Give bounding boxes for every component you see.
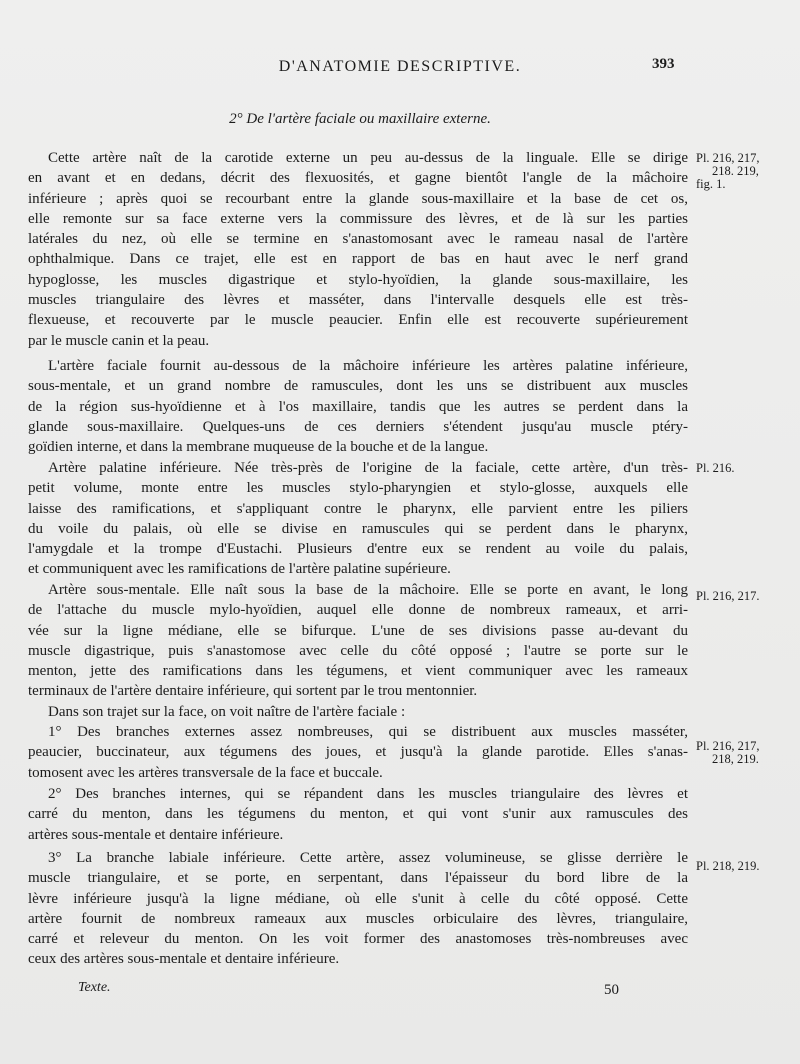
text-line: menton, jette des ramifications dans les tégumens, et vient communiquer avec les rameaux	[28, 663, 688, 680]
signature-mark: 50	[604, 982, 619, 998]
text-line: artères sous-mentale et dentaire inférieure.	[28, 826, 284, 843]
section-title-text: 2° De l'artère faciale ou maxillaire externe.	[229, 111, 491, 127]
text-line: Dans son trajet sur la face, on voit naître de l'artère faciale :	[48, 704, 406, 720]
paragraph-2	[28, 356, 688, 457]
margin-note-line: 218. 219,	[712, 164, 759, 178]
margin-note-plates	[696, 590, 796, 603]
text-line: par le muscle canin et la peau.	[28, 332, 210, 349]
margin-note-line: Pl. 216, 217,	[696, 151, 760, 165]
margin-note-line: Pl. 216, 217.	[696, 589, 760, 603]
text-line: vée sur la ligne médiane, elle se bifurque. L'une de ses divisions passe au-devant du	[28, 622, 688, 639]
text-line: de l'attache du muscle mylo-hyoïdien, auquel elle donne de nombreux rameaux, et arri-	[28, 602, 688, 619]
text-line: carré du menton, dans les tégumens du menton, et qui vont s'unir aux ramuscules des	[28, 806, 688, 823]
text-line: et communiquent avec les ramifications de l'artère palatine supérieure.	[28, 561, 451, 578]
text-line: lèvre inférieure jusqu'à la ligne médiane, où elle s'unit à celle du côté opposé. Cette	[28, 890, 688, 907]
text-line: laisse des ramifications, et s'appliquant contre le pharynx, elle parvient entre les piliers	[28, 500, 688, 517]
text-line: Cette artère naît de la carotide externe un peu au-dessus de la linguale. Elle se dirige	[48, 150, 688, 166]
section-title	[0, 111, 720, 128]
text-line: terminaux de l'artère dentaire inférieure, qui sortent par le trou mentonnier.	[28, 683, 478, 700]
margin-note-plates	[696, 152, 796, 191]
page-number: 393	[652, 56, 675, 72]
margin-note-line: Pl. 216.	[696, 461, 735, 475]
paragraph-8	[28, 848, 688, 970]
text-line: 3° La branche labiale inférieure. Cette artère, assez volumineuse, se glisse derrière le	[48, 850, 688, 866]
text-line: ceux des artères sous-mentale et dentaire inférieure.	[28, 951, 340, 968]
paragraph-3	[28, 458, 688, 580]
text-line: ophthalmique. Dans ce trajet, elle est en rapport de bas en haut avec le nerf grand	[28, 251, 688, 268]
text-line: 1° Des branches externes assez nombreuses, qui se distribuent aux muscles masséter,	[48, 724, 688, 740]
text-line: inférieure ; après quoi se recourbant entre la glande sous-maxillaire et la base de cet os,	[28, 190, 688, 207]
text-line: goïdien interne, et dans la membrane muqueuse de la bouche et de la langue.	[28, 439, 489, 456]
paragraph-1	[28, 148, 688, 351]
text-line: Artère sous-mentale. Elle naît sous la base de la mâchoire. Elle se porte en avant, le long	[48, 582, 688, 598]
text-line: muscle triangulaire, et se porte, en serpentant, dans l'épaisseur du bord libre de la	[28, 870, 688, 887]
running-head: D'ANATOMIE DESCRIPTIVE.	[278, 58, 522, 75]
text-line: en avant et en dedans, décrit des flexuosités, et gagne bientôt l'angle de la mâchoire	[28, 170, 688, 187]
margin-note-line: fig. 1.	[696, 177, 726, 191]
paragraph-5	[28, 702, 688, 722]
margin-note-line: Pl. 216, 217,	[696, 739, 760, 753]
paragraph-6	[28, 722, 688, 783]
text-line: muscles triangulaire des lèvres et masséter, dans l'intervalle desquels elle est très-	[28, 292, 688, 309]
text-line: carré et releveur du menton. On les voit former des anastomoses très-nombreuses avec	[28, 931, 688, 948]
text-line: flexueuse, et recouverte par le muscle peaucier. Enfin elle est recouverte supérieurement	[28, 312, 688, 329]
margin-note-plates	[696, 462, 796, 475]
text-line: glande sous-maxillaire. Quelques-uns de ces derniers s'étendent jusqu'au muscle ptéry-	[28, 418, 688, 435]
text-line: du voile du palais, où elle se divise en ramuscules qui se perdent dans le pharynx,	[28, 520, 688, 537]
text-line: sous-mentale, et un grand nombre de ramuscules, dont les uns se distribuent aux muscles	[28, 378, 688, 395]
text-line: elle remonte sur sa face externe vers la commissure des lèvres, et de là sur les parties	[28, 210, 688, 227]
margin-note-plates	[696, 740, 796, 766]
margin-note-line: Pl. 218, 219.	[696, 859, 760, 873]
text-line: tomosent avec les artères transversale de la face et buccale.	[28, 764, 383, 781]
paragraph-7	[28, 784, 688, 845]
text-line: petit volume, monte entre les muscles stylo-pharyngien et stylo-glosse, auxquels elle	[28, 480, 688, 497]
text-line: muscle digastrique, puis s'anastomose avec celle du côté opposé ; l'autre se porte sur le	[28, 642, 688, 659]
text-line: peaucier, buccinateur, aux tégumens des joues, et jusqu'à la glande parotide. Elles s'anas-	[28, 744, 688, 761]
text-line: Artère palatine inférieure. Née très-près de l'origine de la faciale, cette artère, d'un très-	[48, 460, 688, 476]
text-line: de la région sus-hyoïdienne et à l'os maxillaire, tandis que les autres se perdent dans la	[28, 398, 688, 415]
margin-note-plates	[696, 860, 796, 873]
text-line: hypoglosse, les muscles digastrique et stylo-hyoïdien, la glande sous-maxillaire, les	[28, 271, 688, 288]
text-line: l'amygdale et la trompe d'Eustachi. Plusieurs d'entre eux se rendent au voile du palais,	[28, 541, 688, 558]
footer-left: Texte.	[78, 980, 111, 995]
text-line: artère fournit de nombreux rameaux aux muscles orbiculaire des lèvres, triangulaire,	[28, 910, 688, 927]
text-line: 2° Des branches internes, qui se répandent dans les muscles triangulaire des lèvres et	[48, 786, 688, 802]
margin-note-line: 218, 219.	[712, 752, 759, 766]
text-line: L'artère faciale fournit au-dessous de la mâchoire inférieure les artères palatine inférieure,	[48, 358, 688, 374]
paragraph-4	[28, 580, 688, 702]
text-line: latérales du nez, où elle se termine en s'anastomosant avec le rameau nasal de l'artère	[28, 231, 688, 248]
